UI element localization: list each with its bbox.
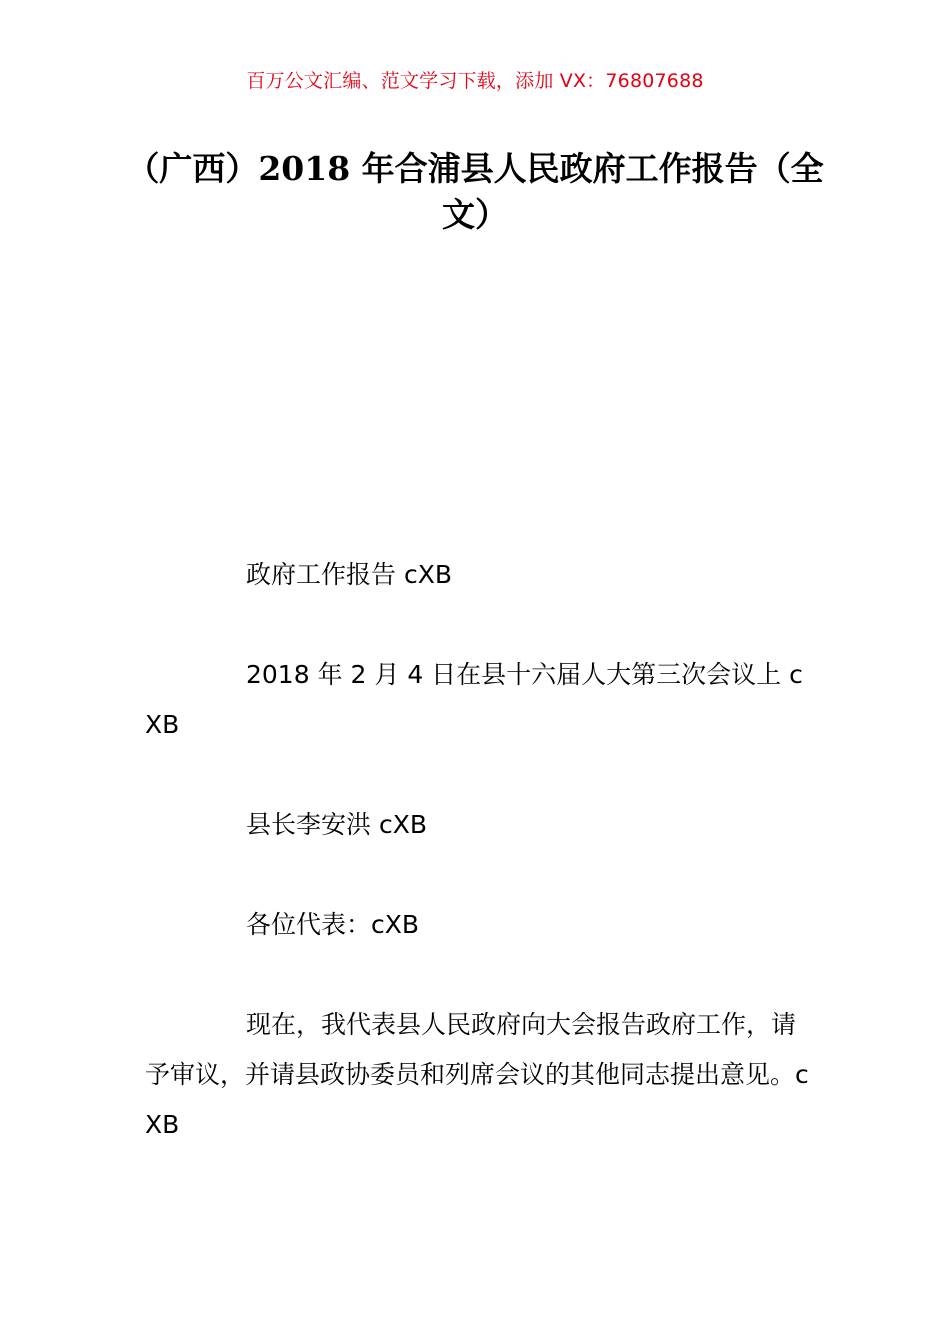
paragraph-salutation: 各位代表：cXB	[246, 910, 420, 939]
document-body	[145, 550, 810, 1200]
paragraph-speaker: 县长李安洪 cXB	[246, 810, 427, 839]
document-title: （广西）2018 年合浦县人民政府工作报告（全文）	[126, 149, 824, 234]
paragraph-meeting-date: 2018 年 2 月 4 日在县十六届人大第三次会议上 cXB	[145, 660, 803, 739]
paragraph-report-heading: 政府工作报告 cXB	[246, 560, 452, 589]
paragraph-opening: 现在，我代表县人民政府向大会报告政府工作，请予审议，并请县政协委员和列席会议的其他同志提出意见。cXB	[145, 1010, 809, 1139]
header-note: 百万公文汇编、范文学习下载，添加 VX：76807688	[246, 70, 704, 92]
